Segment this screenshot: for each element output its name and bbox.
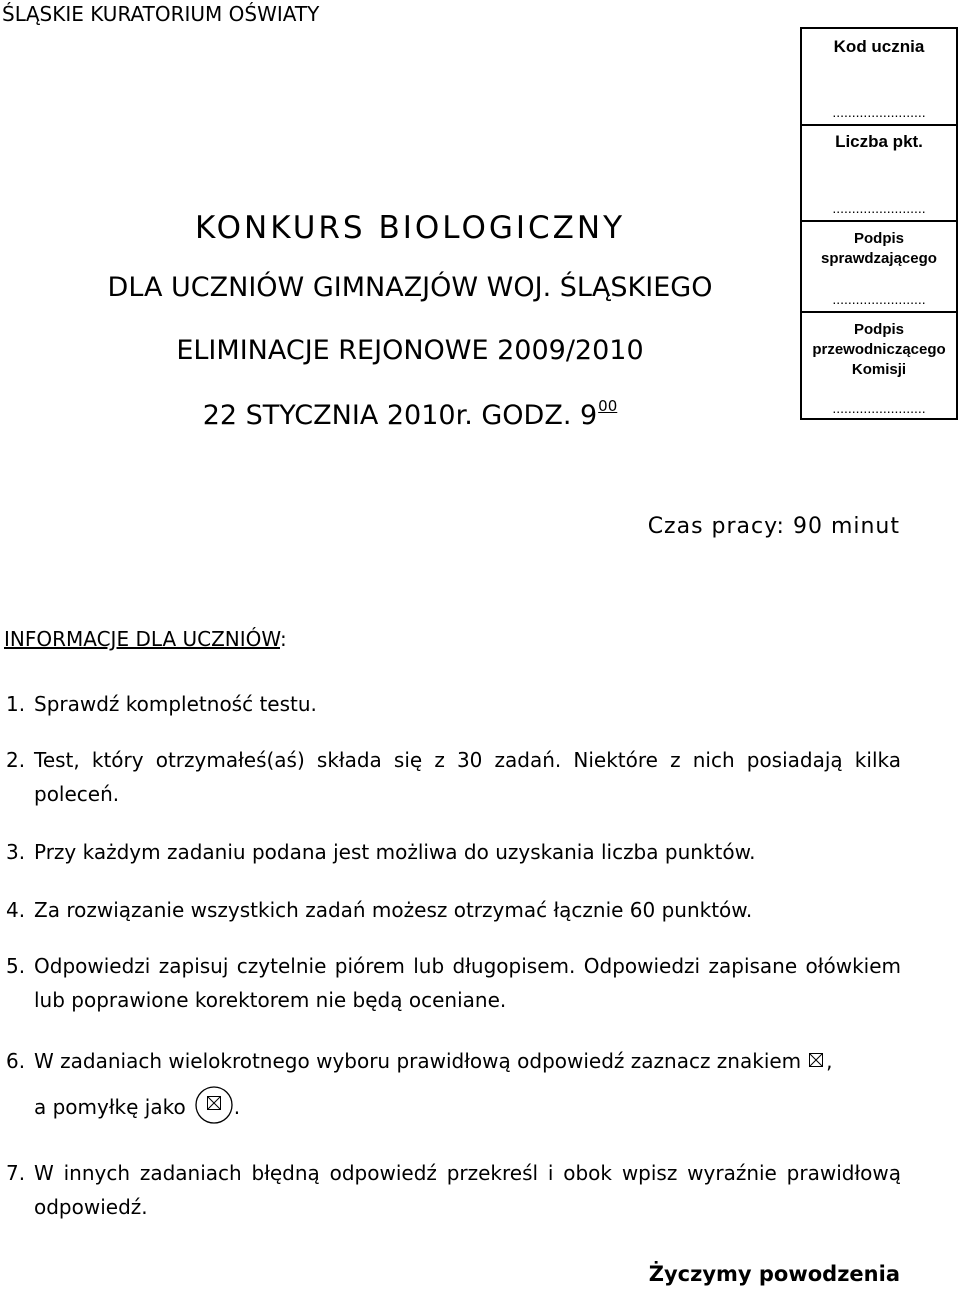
- instruction-text: Przy każdym zadaniu podana jest możliwa do uzyskania liczba punktów.: [34, 840, 756, 864]
- info-heading-line: [4, 627, 287, 651]
- checker-signature-label: [802, 229, 956, 269]
- checker-signature-cell: [802, 220, 956, 311]
- instruction-number: 1.: [6, 692, 26, 716]
- instruction-text-part: a pomyłkę jako: [34, 1095, 186, 1119]
- work-time: [648, 514, 900, 539]
- contest-subtitle: DLA UCZNIÓW GIMNAZJÓW WOJ. ŚLĄSKIEGO: [107, 272, 713, 303]
- info-heading: INFORMACJE DLA UCZNIÓW: [4, 627, 280, 651]
- instruction-number: 6.: [6, 1049, 26, 1073]
- instruction-text: W innych zadaniach błędną odpowiedź przekreśl i obok wpisz wyraźnie prawidłową odpowiedź.: [34, 1161, 901, 1219]
- instruction-number: 5.: [6, 954, 26, 978]
- instruction-item: [6, 1156, 901, 1224]
- closing-wish: Życzymy powodzenia: [648, 1262, 900, 1286]
- instruction-number: 2.: [6, 748, 26, 772]
- contest-title: KONKURS BIOLOGICZNY: [194, 210, 626, 246]
- chair-label-line1: Podpis: [853, 321, 904, 338]
- work-time-value: 90 minut: [792, 514, 900, 539]
- instruction-text: [34, 1090, 901, 1124]
- instruction-text: [34, 1044, 901, 1078]
- instruction-item: [6, 949, 901, 1017]
- work-time-label: Czas pracy:: [647, 514, 793, 539]
- instruction-item: [6, 835, 901, 869]
- instruction-text: Sprawdź kompletność testu.: [34, 692, 317, 716]
- instruction-number: 7.: [6, 1161, 26, 1185]
- signature-box: [800, 27, 958, 420]
- instruction-number: 4.: [6, 898, 26, 922]
- crossed-box-icon: [809, 1053, 823, 1067]
- info-heading-colon: :: [280, 627, 287, 651]
- student-code-label: Kod ucznia: [833, 37, 925, 56]
- contest-date: [80, 397, 740, 431]
- institution-header: ŚLĄSKIE KURATORIUM OŚWIATY: [2, 2, 320, 26]
- contest-date-minutes: 00: [598, 397, 618, 415]
- points-label: Liczba pkt.: [835, 132, 923, 151]
- chair-label-line2: przewodniczącego: [812, 341, 946, 358]
- instruction-text: Odpowiedzi zapisuj czytelnie piórem lub długopisem. Odpowiedzi zapisane ołówkiem lub poprawione korektorem nie będą oceniane.: [34, 954, 901, 1012]
- instruction-item: [6, 743, 901, 811]
- instruction-text: Za rozwiązanie wszystkich zadań możesz otrzymać łącznie 60 punktów.: [34, 898, 753, 922]
- contest-stage: ELIMINACJE REJONOWE 2009/2010: [176, 335, 644, 366]
- instruction-text-suffix: ,: [826, 1049, 833, 1073]
- instruction-item: [6, 893, 901, 927]
- chair-signature-cell: [802, 311, 956, 420]
- instruction-item: [6, 1044, 901, 1078]
- contest-date-text: 22 STYCZNIA 2010r. GODZ. 9: [202, 400, 598, 431]
- chair-signature-label: [802, 320, 956, 380]
- instruction-text-suffix: .: [233, 1095, 241, 1119]
- instruction-text: Test, który otrzymałeś(aś) składa się z 30 zadań. Niektóre z nich posiadają kilka poleceń.: [34, 748, 901, 806]
- chair-label-line3: Komisji: [851, 361, 907, 378]
- instruction-item: [6, 687, 901, 721]
- checker-label-line2: sprawdzającego: [821, 250, 937, 267]
- student-code-field[interactable]: ........................: [832, 104, 926, 120]
- checker-signature-field[interactable]: ........................: [832, 291, 926, 307]
- circled-crossed-box-icon: [194, 1094, 234, 1114]
- instruction-number: 3.: [6, 840, 26, 864]
- instruction-text-part: W zadaniach wielokrotnego wyboru prawidłową odpowiedź zaznacz znakiem: [34, 1049, 802, 1073]
- instruction-item-continued: [6, 1090, 901, 1124]
- student-code-cell: [802, 29, 956, 124]
- checker-label-line1: Podpis: [853, 230, 904, 247]
- chair-signature-field[interactable]: ........................: [832, 400, 926, 416]
- points-field[interactable]: ........................: [832, 200, 926, 216]
- points-cell: [802, 124, 956, 220]
